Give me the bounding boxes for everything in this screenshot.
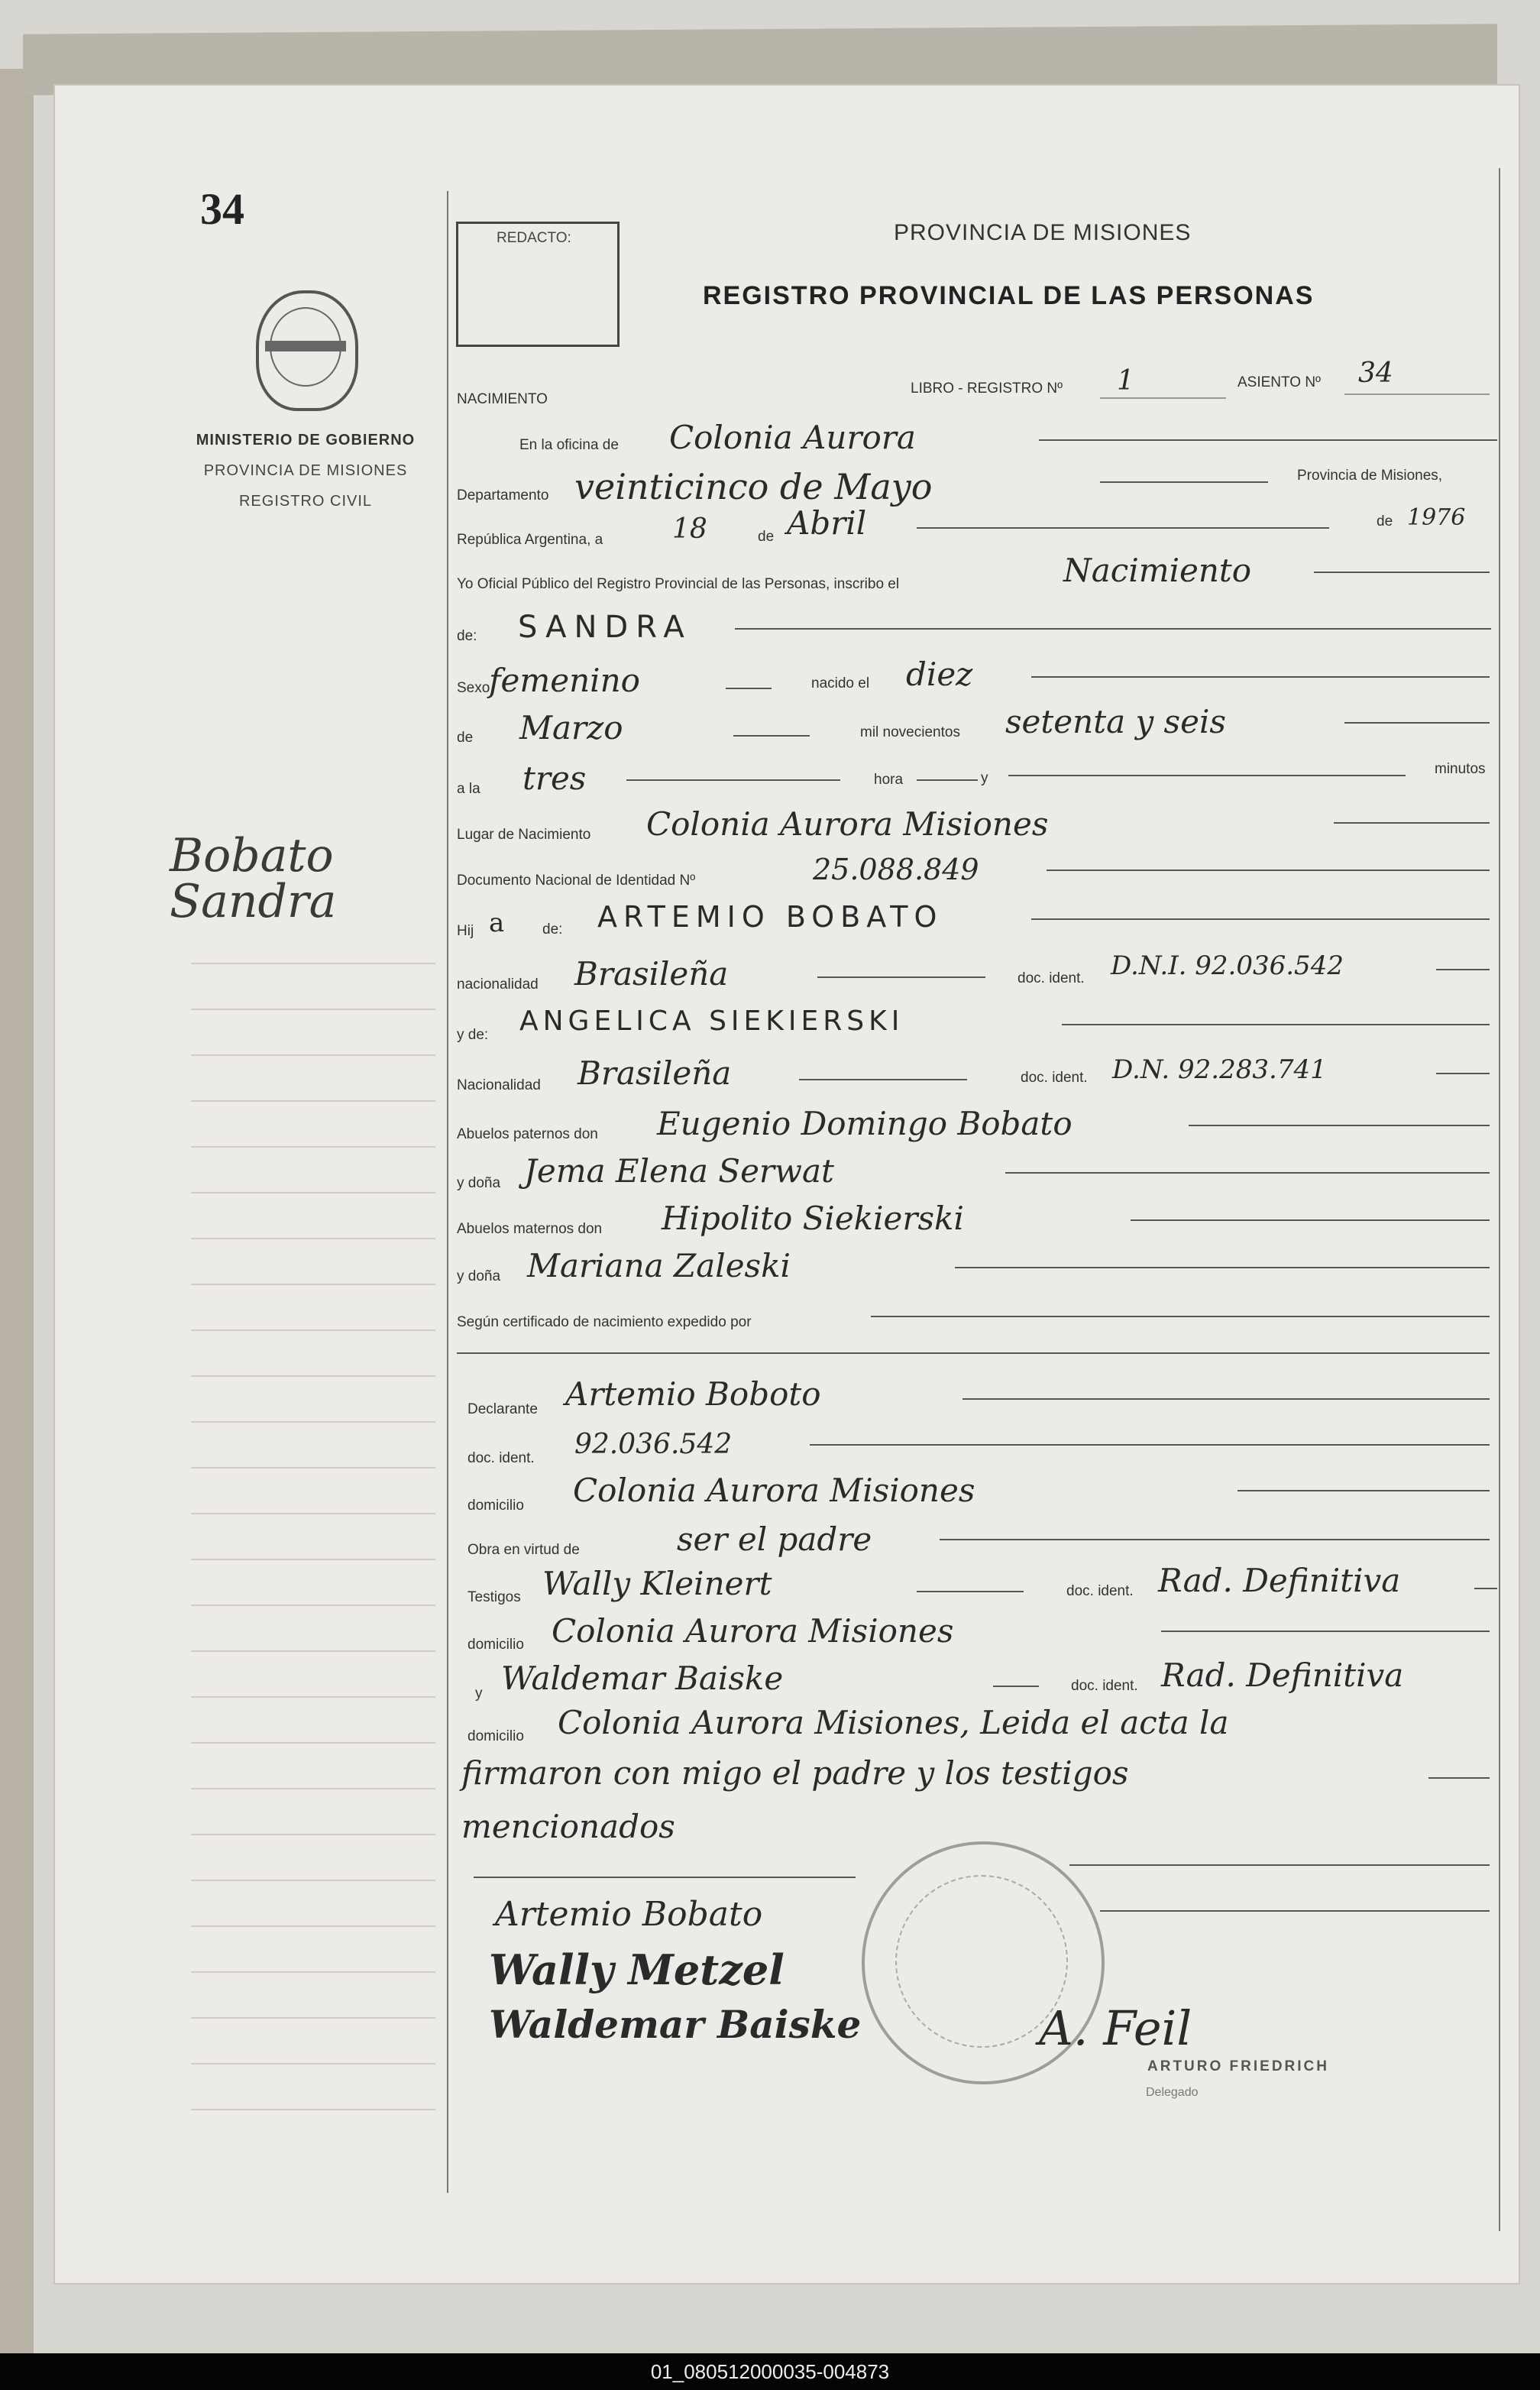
label-y-de: y de:: [457, 1027, 489, 1043]
value-abuelo-p: Eugenio Domingo Bobato: [657, 1105, 1072, 1142]
value-declarante: Artemio Boboto: [565, 1375, 821, 1413]
value-nombre: SANDRA: [518, 610, 692, 645]
value-inscripcion: Nacimiento: [1063, 552, 1252, 589]
line-domicilio-t1: [1161, 1631, 1490, 1632]
value-doc-decl: 92.036.542: [574, 1429, 733, 1460]
label-doc-ident3: doc. ident.: [1066, 1583, 1134, 1599]
line-libro: [1100, 397, 1226, 399]
label-oficina: En la oficina de: [519, 437, 619, 453]
line-sexo: [726, 688, 772, 689]
line-extra3: [1100, 1910, 1490, 1912]
value-anio-nac: setenta y seis: [1005, 703, 1226, 740]
label-domicilio3: domicilio: [467, 1728, 524, 1744]
label-mil: mil novecientos: [860, 724, 960, 740]
book-binding: [0, 69, 34, 2353]
left-rule: [447, 191, 448, 2193]
label-nacionalidad2: Nacionalidad: [457, 1077, 541, 1093]
label-doc-ident4: doc. ident.: [1071, 1678, 1138, 1694]
line-dni: [1047, 870, 1490, 871]
value-dia: 18: [672, 513, 707, 545]
ministry-line3: REGISTRO CIVIL: [238, 493, 373, 510]
value-testigo2: Waldemar Baiske: [501, 1660, 784, 1697]
value-cierre2: mencionados: [461, 1808, 675, 1845]
line-abuelo-p: [1189, 1125, 1490, 1126]
line-lugar: [1334, 822, 1490, 824]
value-doc-padre: D.N.I. 92.036.542: [1111, 950, 1344, 981]
label-hora: hora: [874, 772, 904, 788]
label-y-dona2: y doña: [457, 1268, 501, 1284]
label-domicilio2: domicilio: [467, 1637, 524, 1653]
label-provincia: Provincia de Misiones,: [1297, 468, 1443, 484]
line-segun: [871, 1316, 1490, 1317]
label-y: y: [981, 770, 988, 786]
label-hijo-de: de:: [542, 921, 563, 938]
official-name: ARTURO FRIEDRICH: [1147, 2058, 1329, 2074]
label-sexo: Sexo: [457, 680, 490, 696]
value-lugar: Colonia Aurora Misiones: [646, 805, 1049, 843]
value-hijo-suffix: a: [489, 908, 505, 938]
line-obra: [940, 1539, 1490, 1540]
line-declarante: [962, 1398, 1490, 1400]
line-madre: [1062, 1024, 1490, 1025]
label-nacido: nacido el: [811, 675, 870, 691]
line-extra1: [1069, 1864, 1490, 1866]
line-doc-madre: [1436, 1073, 1490, 1074]
label-minutos: minutos: [1435, 761, 1486, 777]
line-extra2: [474, 1877, 856, 1878]
label-y2: y: [475, 1686, 483, 1702]
right-rule: [1499, 168, 1500, 2231]
value-hora: tres: [522, 759, 587, 797]
line-nac-madre: [799, 1079, 967, 1080]
value-nac-padre: Brasileña: [574, 955, 729, 993]
value-doc-t1: Rad. Definitiva: [1158, 1562, 1401, 1599]
label-departamento: Departamento: [457, 487, 549, 504]
label-hijo: Hij: [457, 923, 474, 939]
line-testigo1: [917, 1591, 1024, 1592]
value-doc-t2: Rad. Definitiva: [1161, 1656, 1404, 1694]
label-libro: LIBRO - REGISTRO Nº: [911, 381, 1063, 397]
value-asiento: 34: [1358, 358, 1393, 389]
line-hora: [626, 779, 840, 781]
label-asiento: ASIENTO Nº: [1238, 374, 1321, 390]
label-abuelos-p: Abuelos paternos don: [457, 1126, 598, 1142]
label-a-la: a la: [457, 781, 480, 797]
line-abuelo-m: [1131, 1219, 1490, 1221]
redacto-label: REDACTO:: [497, 230, 571, 246]
line-testigo2: [993, 1686, 1039, 1687]
footer-code: 01_080512000035-004873: [0, 2353, 1540, 2390]
value-doc-madre: D.N. 92.283.741: [1112, 1054, 1327, 1085]
value-mes-nac: Marzo: [519, 709, 623, 746]
value-oficina: Colonia Aurora: [669, 419, 916, 456]
value-libro: 1: [1117, 365, 1134, 397]
value-abuelo-m: Hipolito Siekierski: [662, 1200, 964, 1237]
coat-of-arms-seal: [256, 290, 358, 411]
line-inscripcion: [1314, 572, 1490, 573]
signature-testigo1: Wally Metzel: [489, 1945, 785, 1994]
line-doc-padre: [1436, 969, 1490, 970]
label-de-name: de:: [457, 628, 477, 644]
value-abuela-p: Jema Elena Serwat: [524, 1152, 834, 1190]
line-abuela-m: [955, 1267, 1490, 1268]
margin-note: [170, 829, 337, 928]
label-abuelos-m: Abuelos maternos don: [457, 1221, 603, 1237]
line-padre: [1031, 918, 1490, 920]
value-domicilio-t2: Colonia Aurora Misiones, Leida el acta la: [558, 1704, 1229, 1741]
line-nacido: [1031, 676, 1490, 678]
line-domicilio-decl: [1238, 1490, 1490, 1491]
label-oficial: Yo Oficial Público del Registro Provincial de las Personas, inscribo el: [457, 576, 900, 592]
line-mes-nac: [733, 735, 810, 737]
label-doc-ident: doc. ident.: [1017, 970, 1085, 986]
value-anio: 1976: [1407, 504, 1466, 531]
line-oficina: [1039, 439, 1497, 441]
label-domicilio: domicilio: [467, 1498, 524, 1514]
label-testigos: Testigos: [467, 1589, 521, 1605]
value-testigo1: Wally Kleinert: [542, 1565, 772, 1602]
value-cierre1: firmaron con migo el padre y los testigos: [461, 1754, 1129, 1792]
margin-given: Sandra: [170, 875, 337, 928]
label-y-dona: y doña: [457, 1175, 501, 1191]
signature-testigo2: Waldemar Baiske: [489, 2002, 862, 2047]
line-departamento: [1100, 481, 1268, 483]
label-de-year: de: [1377, 513, 1393, 529]
signature-declarante: Artemio Bobato: [495, 1895, 763, 1934]
line-anio-nac: [1344, 722, 1490, 724]
label-segun: Según certificado de nacimiento expedido por: [457, 1314, 752, 1330]
line-segun2: [457, 1352, 1490, 1354]
label-doc-ident-madre: doc. ident.: [1021, 1070, 1088, 1086]
value-sexo: femenino: [489, 662, 640, 699]
line-nombre: [735, 628, 1491, 630]
line-cierre1: [1428, 1777, 1490, 1779]
official-title: Delegado: [1146, 2086, 1199, 2099]
value-padre: ARTEMIO BOBATO: [597, 900, 943, 934]
ministry-line2: PROVINCIA DE MISIONES: [203, 462, 408, 479]
label-nacimiento: NACIMIENTO: [457, 391, 548, 407]
line-hora2: [917, 779, 978, 781]
ministry-line1: MINISTERIO DE GOBIERNO: [196, 432, 416, 449]
page-number: 34: [200, 184, 244, 234]
value-domicilio-t1: Colonia Aurora Misiones: [552, 1612, 954, 1650]
value-obra: ser el padre: [677, 1520, 872, 1558]
province-header: PROVINCIA DE MISIONES: [894, 220, 1192, 245]
value-dni: 25.088.849: [813, 853, 979, 886]
value-mes: Abril: [787, 504, 867, 542]
margin-surname: Bobato: [170, 829, 334, 882]
value-domicilio-decl: Colonia Aurora Misiones: [573, 1472, 975, 1509]
line-doc-t1: [1474, 1588, 1497, 1589]
label-doc-ident2: doc. ident.: [467, 1450, 535, 1466]
label-nacionalidad1: nacionalidad: [457, 976, 539, 993]
label-de: de: [758, 529, 775, 545]
line-doc-decl: [810, 1444, 1490, 1446]
line-nac-padre: [817, 976, 985, 978]
value-nacido: diez: [906, 656, 973, 693]
label-declarante: Declarante: [467, 1401, 538, 1417]
line-minutos: [1008, 775, 1406, 776]
signature-official: A. Feil: [1039, 2000, 1192, 2056]
value-departamento: veinticinco de Mayo: [574, 466, 933, 507]
redacto-box: [456, 222, 620, 347]
value-nac-madre: Brasileña: [578, 1054, 732, 1092]
line-asiento: [1344, 393, 1490, 395]
label-republica: República Argentina, a: [457, 532, 603, 548]
line-abuela-p: [1005, 1172, 1490, 1174]
line-mes: [917, 527, 1329, 529]
value-abuela-m: Mariana Zaleski: [527, 1247, 791, 1284]
label-documento: Documento Nacional de Identidad Nº: [457, 873, 696, 889]
label-lugar: Lugar de Nacimiento: [457, 827, 591, 843]
label-de-month: de: [457, 730, 474, 746]
registry-title: REGISTRO PROVINCIAL DE LAS PERSONAS: [703, 281, 1315, 310]
value-madre: ANGELICA SIEKIERSKI: [519, 1006, 904, 1037]
ministry-block: [176, 425, 435, 517]
label-obra: Obra en virtud de: [467, 1542, 580, 1558]
